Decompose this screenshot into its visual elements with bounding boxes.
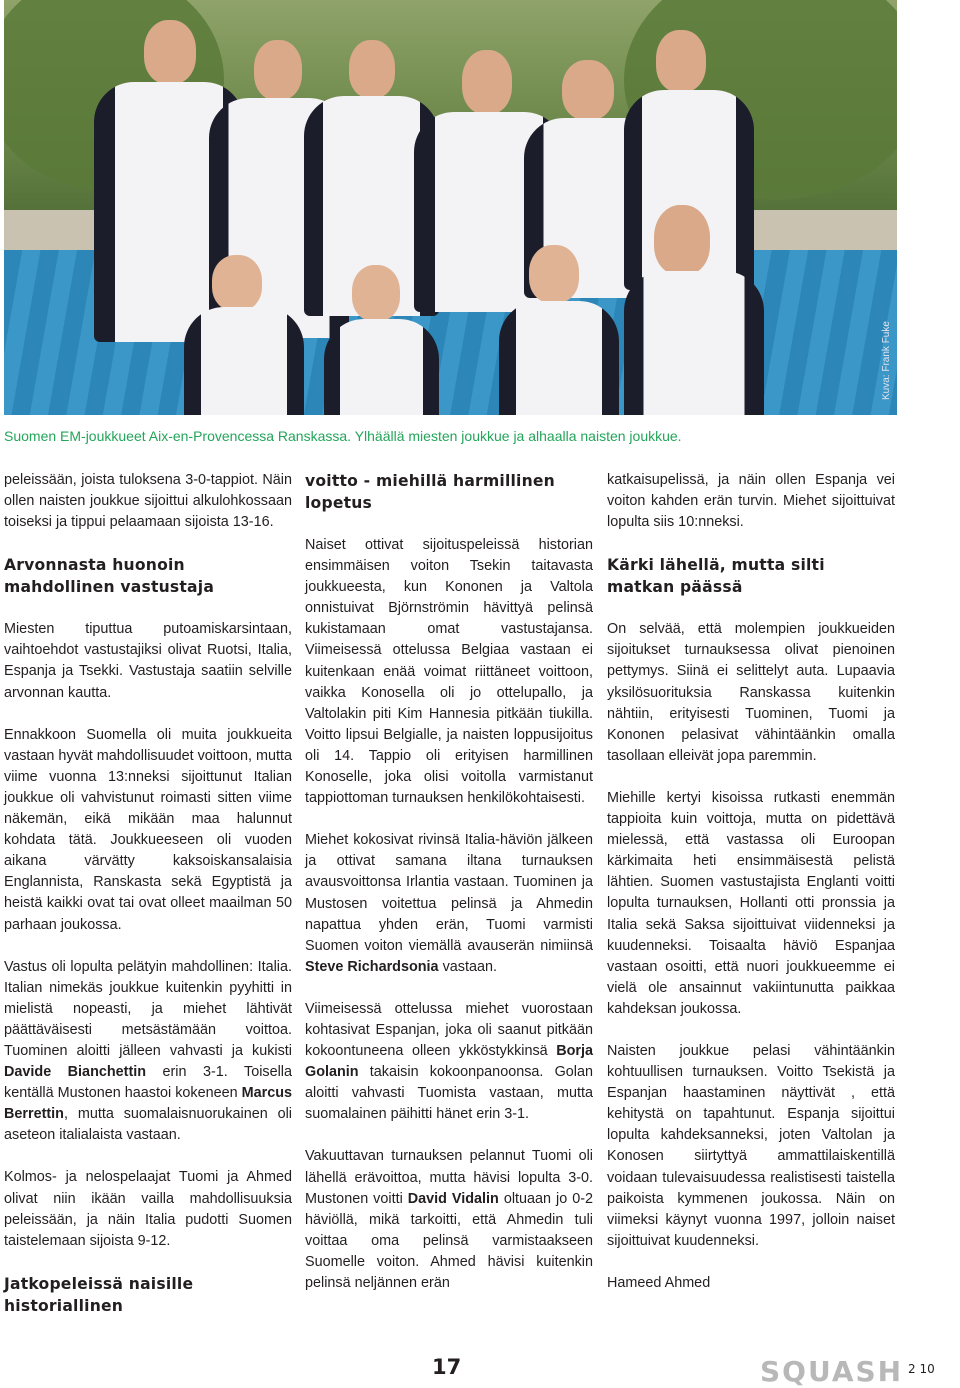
paragraph: Vakuuttavan turnauksen pelannut Tuomi oli lähellä erävoittoa, mutta hävisi lopulta 3-0. Mustonen voitti David Vidalin oltuaan jo 0-2 häviöllä, mikä tarkoitti, että Ahmedin tuli voittaa oma pelinsä varmistaakseen Suomelle voiton. Ahmed hävisi kuitenkin pelinsä neljännen erän xyxy=(305,1148,593,1291)
article-column-2 xyxy=(305,470,593,1315)
author-signature: Hameed Ahmed xyxy=(607,1274,711,1291)
subheading: voitto - miehillä harmillinen lopetus xyxy=(305,472,555,512)
paragraph: katkaisupelissä, ja näin ollen Espanja vei voiton kahden erän turvin. Miehet sijoittuivat lopulta siis 10:nneksi. xyxy=(607,472,895,531)
paragraph: Ennakkoon Suomella oli muita joukkueita vastaan hyvät mahdollisuudet voittoon, mutta viime vuonna 13:nneksi sijoittunut Italian joukkue oli vahvistunut roimasti sitten viime näkemän, eikä mikään maa halunnut kohdata tätä. Joukkueeseen oli vuoden aikana värvätty kaksoiskansalaisia Englannista, Ranskasta sekä Egyptistä ja heistä kaikki ovat tai ovat olleet maailman 50 parhaan joukossa. xyxy=(4,726,292,933)
article-column-1 xyxy=(4,470,292,1338)
subheading: Arvonnasta huonoin mahdollinen vastustaja xyxy=(4,556,215,597)
paragraph: Naiset ottivat sijoituspeleissä historian ensimmäisen voiton Tsekin taitavasta joukkueesta, kun Kononen ja Valtola onnistuivat Björnströmin hävittyä pelinsä kukistamaan omat vastustajansa. Viimeisessä ottelussa Belgiaa vastaan ei kuitenkaan enää voimat riittäneet voittoon, vaikka Konosella oli jo ottelupallo, ja Valtolakin piti Kim Hannesia pitkään tiukilla. Voitto lipsui Belgialle, ja naisten loppusijoitus oli 14. Tappio oli erityisen harmillinen Konoselle, joka olisi voitolla varmistanut tappiottoman turnauksen henkilökohtaisesti. xyxy=(305,537,593,807)
subheading: Kärki lähellä, mutta silti matkan päässä xyxy=(607,556,825,597)
paragraph: Miehet kokosivat rivinsä Italia-häviön jälkeen ja ottivat samana iltana turnauksen avausvoittonsa Irlantia vastaan. Tuominen ja Mustosen voitettua pelinsä ja Ahmedin napattua yhden erän, Tuomi varmisti Suomen voiton viemällä avauserän nimiinsä Steve Richardsonia vastaan. xyxy=(305,832,593,975)
paragraph: Miehille kertyi kisoissa rutkasti enemmän tappioita kuin voittoja, mutta on pidettävä mielessä, että vastassa oli Euroopan kärkimaita heti ensimmäisestä pelistä lähtien. Suomen vastustajista Englanti voitti lopulta turnauksen, Hollanti otti pronssia ja Italia sekä Saksa sijoittuivat viidenneksi ja kuudenneksi. Toisaalta häviö Espanjaa vastaan osoitti, että nuori joukkueemme ei vielä ole ansainnut vakiintunutta paikkaa kahdeksan joukossa. xyxy=(607,789,895,1017)
paragraph: Viimeisessä ottelussa miehet vuorostaan kohtasivat Espanjan, joka oli saanut pitkään kokoontuneena olleen ykköstykkinsä Borja Golanin takaisin kokoonpanoonsa. Golan aloitti vahvasti Tuomista vastaan, mutta suomalainen päihitti hänet erin 3-1. xyxy=(305,1000,593,1123)
page-number: 17 xyxy=(432,1355,462,1379)
paragraph: Miesten tiputtua putoamiskarsintaan, vaihtoehdot vastustajiksi olivat Ruotsi, Italia, Espanja ja Tsekki. Vastustaja saatiin selville arvonnan kautta. xyxy=(4,621,292,701)
photo-credit: Kuva: Frank Fuke xyxy=(881,321,892,400)
paragraph: Naisten joukkue pelasi vähintäänkin kohtuullisen turnauksen. Voitto Tsekistä ja Espanjan haastaminen näyttivät , että kehitystä on tapahtunut. Espanja sijoittui lopulta kahdeksanneksi, joten Valtolan ja Konosen siirtyttyä ammattilaiskentillä voidaan tulevaisuudessa realistisesti taistella paikoista kymmenen joukossa. Näin on viimeksi käynyt vuonna 1997, jolloin naiset sijoittuivat kuudenneksi. xyxy=(607,1042,895,1249)
paragraph: Kolmos- ja nelospelaajat Tuomi ja Ahmed olivat niin ikään vailla mahdollisuuksia peleissään, ja näin Italia pudotti Suomen taistelemaan sijoista 9-12. xyxy=(4,1169,292,1249)
paragraph: peleissään, joista tuloksena 3-0-tappiot. Näin ollen naisten joukkue sijoittui alkulohkossaan toiseksi ja tippui pelaamaan sijoista 13-16. xyxy=(4,472,292,531)
team-photo xyxy=(4,0,897,415)
paragraph: On selvää, että molempien joukkueiden sijoitukset turnauksessa olivat pienoinen pettymys. Siinä ei selittelyt auta. Lupaavia yksilösuorituksia Ranskassa kuitenkin nähtiin, erityisesti Tuominen, Tuomi ja Kononen pelasivat vähintäänkin omalla tasollaan elleivät jopa paremmin. xyxy=(607,621,895,764)
subheading: Jatkopeleissä naisille historiallinen xyxy=(4,1274,194,1315)
squash-logo: SQUASH xyxy=(760,1355,904,1388)
photo-caption: Suomen EM-joukkueet Aix-en-Provencessa Ranskassa. Ylhäällä miesten joukkue ja alhaalla naisten joukkue. xyxy=(4,428,682,444)
article-column-3 xyxy=(607,470,895,1315)
issue-number: 2 10 xyxy=(908,1362,935,1376)
paragraph: Vastus oli lopulta pelätyin mahdollinen: Italia. Italian nimekäs joukkue kuitenkin pyyhitti in mielistä nopeasti, ja miehet lähtivät päättäväisesti metsästämään voittoa. Tuominen aloitti jälleen vahvasti ja kukisti Davide Bianchettin erin 3-1. Toisella kentällä Mustonen haastoi kokeneen Marcus Berrettin, mutta suomalaisnuorukainen oli aseteon italialaista vastaan. xyxy=(4,958,292,1144)
